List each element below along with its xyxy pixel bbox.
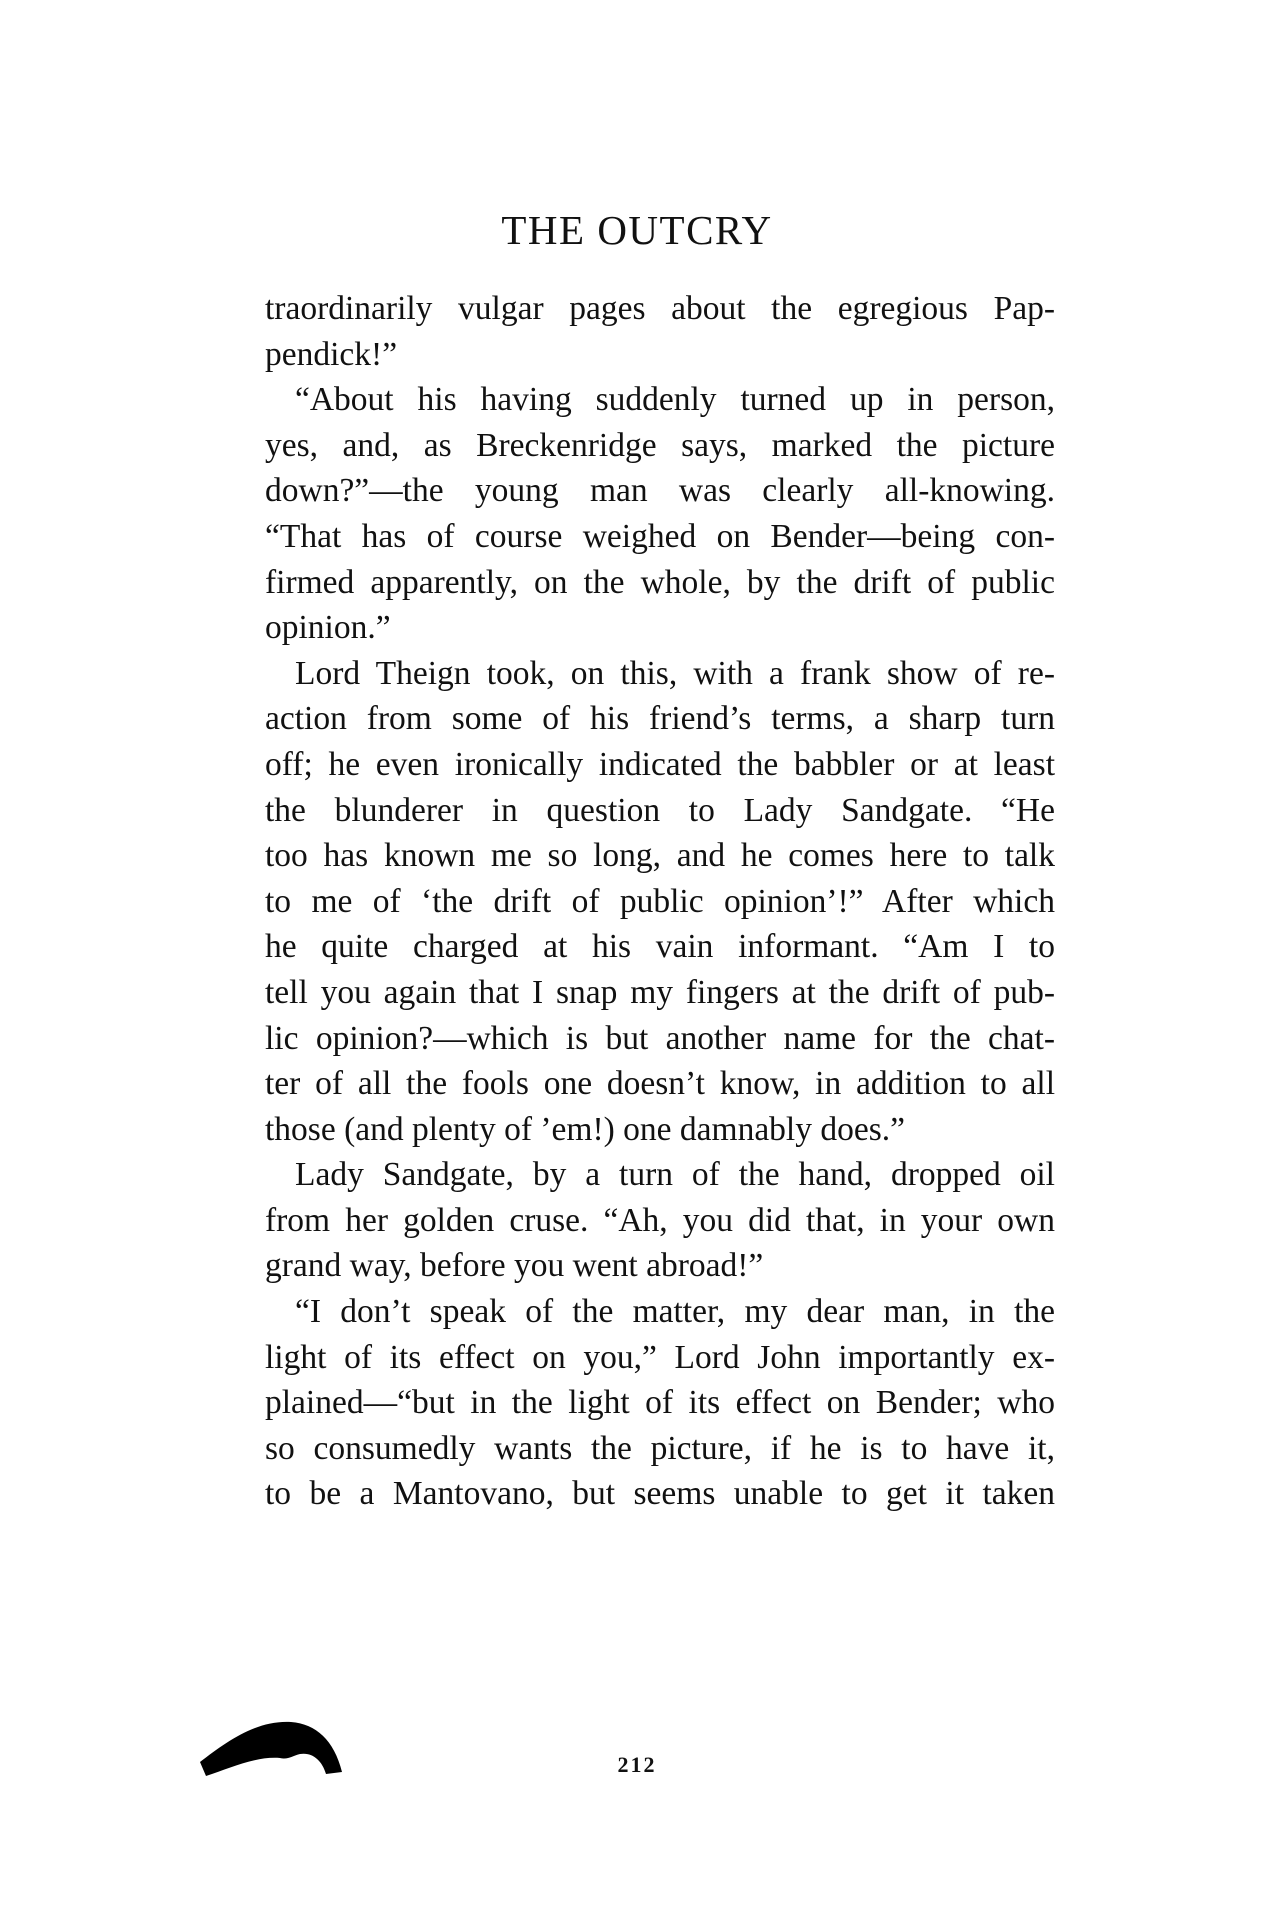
text-line: lic opinion?—which is but another name for the chat- bbox=[265, 1019, 1055, 1057]
text-line: Lady Sandgate, by a turn of the hand, dropped oil bbox=[295, 1156, 1055, 1194]
text-line: light of its effect on you,” Lord John importantly ex- bbox=[265, 1338, 1055, 1376]
running-head: THE OUTCRY bbox=[501, 207, 773, 253]
text-line: from her golden cruse. “Ah, you did that, in your own bbox=[265, 1201, 1055, 1239]
text-line: plained—“but in the light of its effect on Bender; who bbox=[265, 1384, 1055, 1422]
text-line: ter of all the fools one doesn’t know, in addition to all bbox=[265, 1065, 1055, 1103]
text-line: grand way, before you went abroad!” bbox=[265, 1247, 764, 1285]
text-line: tell you again that I snap my fingers at the drift of pub- bbox=[265, 973, 1055, 1011]
text-line: opinion.” bbox=[265, 609, 391, 647]
text-line: he quite charged at his vain informant. “Am I to bbox=[265, 928, 1055, 966]
text-line: so consumedly wants the picture, if he is to have it, bbox=[265, 1429, 1055, 1467]
text-line: “That has of course weighed on Bender—being con- bbox=[265, 517, 1055, 555]
text-line: firmed apparently, on the whole, by the drift of public bbox=[265, 563, 1055, 601]
text-line: those (and plenty of ’em!) one damnably does.” bbox=[265, 1110, 906, 1148]
text-line: the blunderer in question to Lady Sandgate. “He bbox=[265, 791, 1055, 829]
text-line: yes, and, as Breckenridge says, marked the picture bbox=[265, 426, 1055, 464]
ink-blot-mark bbox=[196, 1702, 346, 1782]
text-line: pendick!” bbox=[265, 335, 398, 373]
text-line: to be a Mantovano, but seems unable to get it taken bbox=[265, 1475, 1055, 1513]
text-line: off; he even ironically indicated the babbler or at least bbox=[265, 745, 1055, 783]
text-line: action from some of his friend’s terms, a sharp turn bbox=[265, 700, 1055, 738]
text-line: “I don’t speak of the matter, my dear man, in the bbox=[295, 1293, 1055, 1331]
text-line: “About his having suddenly turned up in person, bbox=[295, 381, 1055, 419]
text-line: too has known me so long, and he comes here to talk bbox=[265, 837, 1055, 875]
body-text bbox=[265, 286, 1055, 1517]
page-number: 212 bbox=[617, 1752, 657, 1777]
text-line: Lord Theign took, on this, with a frank show of re- bbox=[295, 654, 1055, 692]
text-line: to me of ‘the drift of public opinion’!” After which bbox=[265, 882, 1055, 920]
text-line: traordinarily vulgar pages about the egregious Pap- bbox=[265, 290, 1055, 327]
text-line: down?”—the young man was clearly all-knowing. bbox=[265, 472, 1055, 510]
